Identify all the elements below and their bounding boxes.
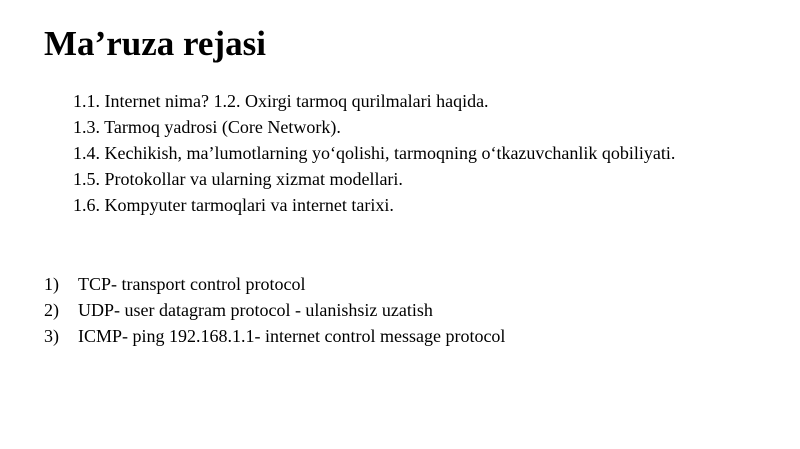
- list-number: 2): [44, 300, 59, 320]
- lecture-outline: [44, 88, 721, 218]
- list-text: ICMP- ping 192.168.1.1- internet control message protocol: [78, 326, 506, 346]
- list-item: [44, 297, 744, 323]
- list-text: UDP- user datagram protocol - ulanishsiz uzatish: [78, 300, 433, 320]
- outline-item: 1.3. Tarmoq yadrosi (Core Network).: [73, 117, 341, 137]
- list-text: TCP- transport control protocol: [78, 274, 306, 294]
- list-item: [44, 323, 744, 349]
- outline-item: 1.5. Protokollar va ularning xizmat modellari.: [73, 169, 403, 189]
- slide-title: Ma’ruza rejasi: [44, 24, 266, 63]
- protocol-list: [44, 271, 744, 349]
- list-number: 3): [44, 326, 59, 346]
- outline-item: 1.1. Internet nima? 1.2. Oxirgi tarmoq qurilmalari haqida.: [73, 91, 489, 111]
- list-item: [44, 271, 744, 297]
- outline-item: 1.6. Kompyuter tarmoqlari va internet tarixi.: [73, 195, 394, 215]
- outline-item: 1.4. Kechikish, ma’lumotlarning yo‘qolishi, tarmoqning o‘tkazuvchanlik qobiliyati.: [73, 143, 676, 163]
- list-number: 1): [44, 274, 59, 294]
